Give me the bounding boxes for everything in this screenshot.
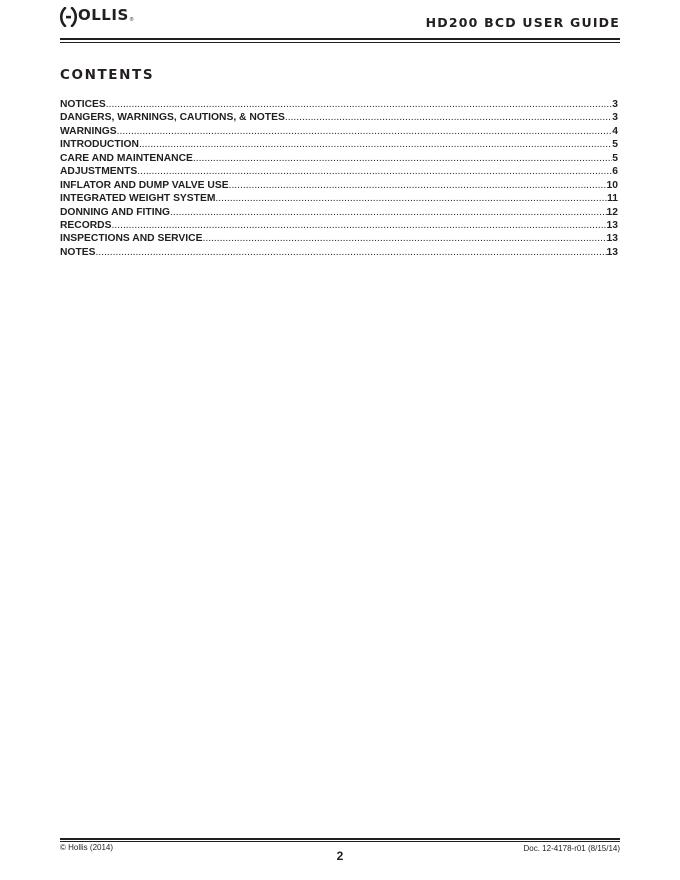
footer-rule-thin xyxy=(60,841,620,842)
toc-entry[interactable] xyxy=(60,192,620,205)
contents-heading: CONTENTS xyxy=(60,67,155,83)
toc-entry-title: NOTES xyxy=(60,246,96,258)
toc-entry[interactable] xyxy=(60,98,620,111)
hollis-h-mark-icon xyxy=(60,7,77,27)
hollis-logo xyxy=(60,7,133,27)
toc-entry-title: DONNING AND FITING xyxy=(60,206,171,218)
toc-entry-title: DANGERS, WARNINGS, CAUTIONS, & NOTES xyxy=(60,112,285,124)
toc-entry-title: NOTICES xyxy=(60,99,106,110)
registered-mark: ® xyxy=(129,17,134,23)
toc-entry[interactable] xyxy=(60,219,620,232)
document-id: Doc. 12-4178-r01 (8/15/14) xyxy=(523,844,620,853)
toc-entry-title: RECORDS xyxy=(60,219,112,231)
document-title: HD200 BCD USER GUIDE xyxy=(425,15,620,30)
header-rule-thin xyxy=(60,42,620,43)
dot-leader xyxy=(112,219,607,232)
header-rule-thick xyxy=(60,38,620,40)
page-header xyxy=(60,6,620,36)
toc-entry[interactable] xyxy=(60,179,620,192)
toc-entry[interactable] xyxy=(60,138,620,151)
toc-entry[interactable] xyxy=(60,152,620,165)
toc-entry-page: 3 xyxy=(612,99,618,110)
dot-leader xyxy=(202,232,606,245)
toc-entry-page: 11 xyxy=(607,193,618,205)
toc-entry[interactable] xyxy=(60,206,620,219)
toc-entry[interactable] xyxy=(60,165,620,178)
dot-leader xyxy=(95,246,606,259)
toc-entry-page: 13 xyxy=(606,219,618,231)
dot-leader xyxy=(215,192,607,205)
logo-wordmark: OLLIS xyxy=(78,6,129,24)
toc-entry[interactable] xyxy=(60,111,620,124)
footer-rule-thick xyxy=(60,838,620,840)
toc-entry-title: INSPECTIONS AND SERVICE xyxy=(60,233,203,245)
toc-entry-page: 3 xyxy=(612,112,618,124)
dot-leader xyxy=(139,138,612,151)
dot-leader xyxy=(106,98,612,111)
toc-entry-page: 13 xyxy=(606,246,618,258)
dot-leader xyxy=(285,111,612,124)
toc-entry-title: INTRODUCTION xyxy=(60,139,139,151)
toc-entry-page: 13 xyxy=(606,233,618,245)
toc-entry-title: WARNINGS xyxy=(60,125,117,137)
toc-entry-page: 5 xyxy=(612,152,618,164)
toc-entry-page: 6 xyxy=(612,166,618,178)
toc-entry-page: 10 xyxy=(606,179,618,191)
toc-entry[interactable] xyxy=(60,232,620,245)
toc-entry-page: 12 xyxy=(606,206,618,218)
toc-entry-title: INFLATOR AND DUMP VALVE USE xyxy=(60,179,229,191)
table-of-contents xyxy=(60,98,620,259)
toc-entry-title: CARE AND MAINTENANCE xyxy=(60,152,193,164)
toc-entry[interactable] xyxy=(60,246,620,259)
dot-leader xyxy=(117,125,613,138)
dot-leader xyxy=(193,152,612,165)
toc-entry-title: ADJUSTMENTS xyxy=(60,166,138,178)
dot-leader xyxy=(170,206,607,219)
dot-leader xyxy=(137,165,612,178)
copyright-notice: © Hollis (2014) xyxy=(60,843,114,852)
toc-entry-page: 5 xyxy=(612,139,618,151)
page-number: 2 xyxy=(336,849,344,863)
toc-entry[interactable] xyxy=(60,125,620,138)
toc-entry-page: 4 xyxy=(612,125,618,137)
dot-leader xyxy=(229,179,607,192)
toc-entry-title: INTEGRATED WEIGHT SYSTEM xyxy=(60,193,216,205)
